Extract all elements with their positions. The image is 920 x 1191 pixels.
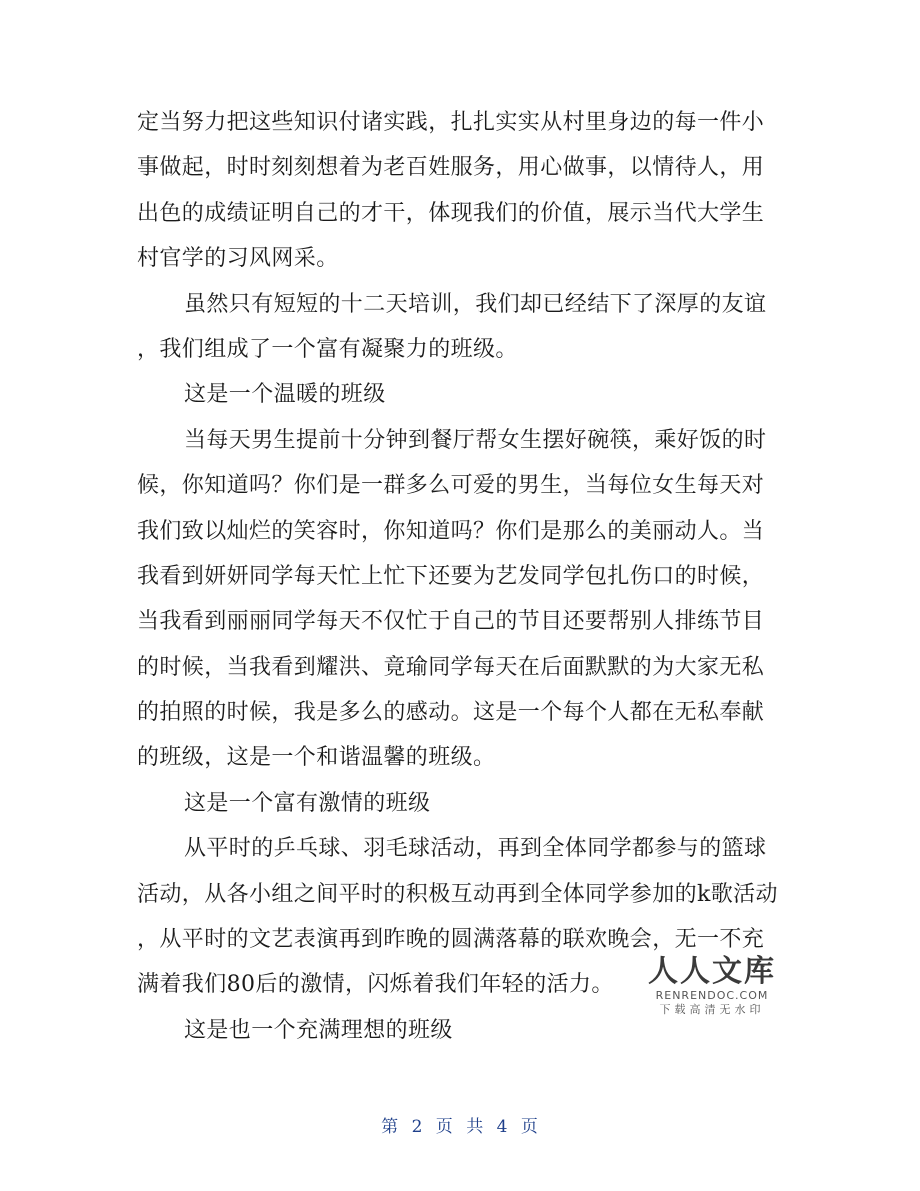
watermark-title: 人人文库 [648, 954, 776, 989]
text-line: 当我看到丽丽同学每天不仅忙于自己的节目还要帮别人排练节目 [137, 609, 765, 635]
watermark-logo [648, 955, 776, 1017]
text-line: 这是一个温暖的班级 [184, 382, 386, 408]
text-line: 虽然只有短短的十二天培训，我们却已经结下了深厚的友谊 [184, 291, 767, 317]
text-line: 的时候，当我看到耀洪、竟瑜同学每天在后面默默的为大家无私 [137, 654, 765, 680]
text-line: 从平时的乒乓球、羽毛球活动，再到全体同学都参与的篮球 [184, 836, 767, 862]
text-line: 满着我们80后的激情，闪烁着我们年轻的活力。 [137, 972, 614, 998]
footer-page-unit: 页 [435, 1117, 454, 1137]
footer-total-label: 共 [466, 1117, 485, 1137]
text-line: 候，你知道吗？你们是一群多么可爱的男生，当每位女生每天对 [137, 473, 765, 499]
text-line: 的班级，这是一个和谐温馨的班级。 [137, 745, 496, 771]
watermark-domain: RENRENDOC.COM [655, 989, 769, 1002]
text-line: 出色的成绩证明自己的才干，体现我们的价值，展示当代大学生 [137, 200, 765, 226]
text-line: 村官学的习风网采。 [137, 246, 339, 272]
page-footer [0, 1112, 920, 1137]
text-line: 的拍照的时候，我是多么的感动。这是一个每个人都在无私奉献 [137, 700, 765, 726]
text-line: ，从平时的文艺表演再到昨晚的圆满落幕的联欢晚会，无一不充 [137, 927, 765, 953]
text-line: ，我们组成了一个富有凝聚力的班级。 [137, 336, 518, 362]
text-line: 这是也一个充满理想的班级 [184, 1017, 453, 1043]
text-line: 当每天男生提前十分钟到餐厅帮女生摆好碗筷，乘好饭的时 [184, 427, 767, 453]
footer-current-page: 2 [411, 1117, 424, 1137]
text-line: 定当努力把这些知识付诸实践，扎扎实实从村里身边的每一件小 [137, 110, 765, 135]
footer-total-unit: 页 [520, 1117, 539, 1137]
text-line: 这是一个富有激情的班级 [184, 790, 431, 816]
text-line: 事做起，时时刻刻想着为老百姓服务，用心做事，以情待人，用 [137, 155, 765, 181]
text-line: 我们致以灿烂的笑容时，你知道吗？你们是那么的美丽动人。当 [137, 518, 765, 544]
footer-total-pages: 4 [496, 1117, 509, 1137]
footer-page-label: 第 [381, 1117, 400, 1137]
watermark-subtitle: 下载高清无水印 [659, 1003, 765, 1016]
document-body [137, 100, 787, 1053]
text-line: 我看到妍妍同学每天忙上忙下还要为艺发同学包扎伤口的时候， [137, 563, 765, 589]
text-line: 活动，从各小组之间平时的积极互动再到全体同学参加的k歌活动 [137, 881, 778, 907]
